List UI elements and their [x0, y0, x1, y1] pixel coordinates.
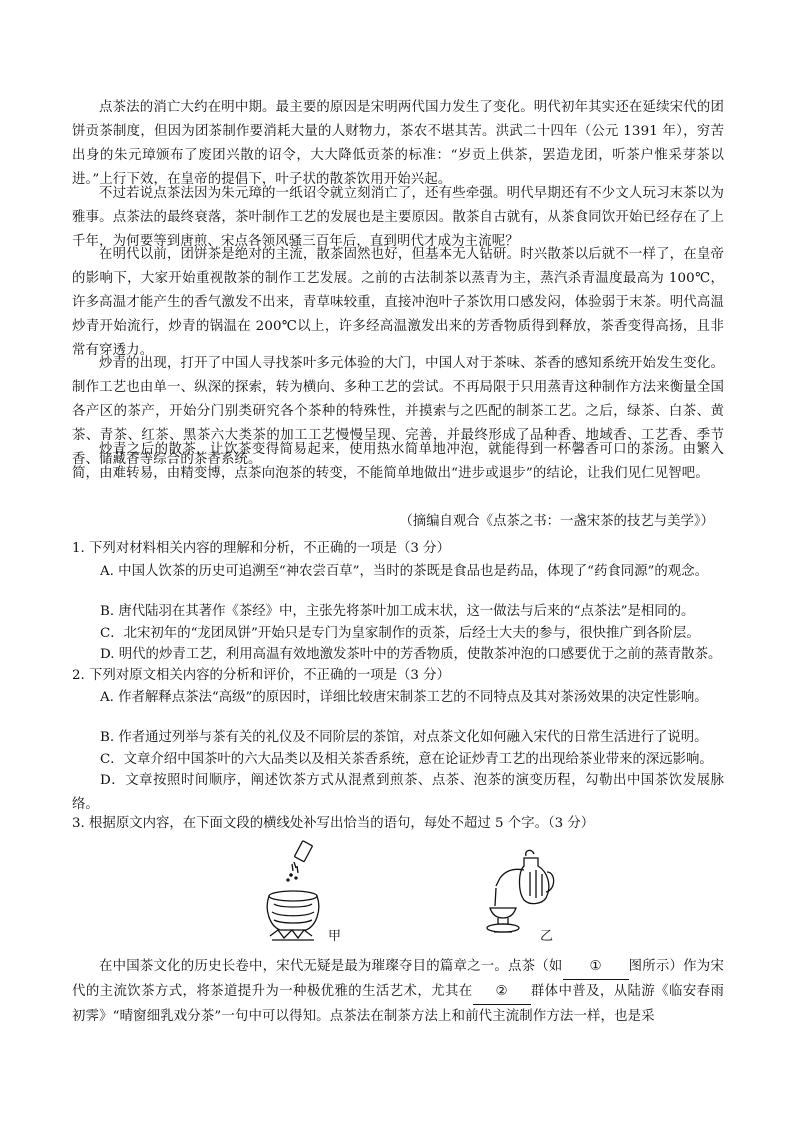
question-1-option-a: A. 中国人饮茶的历史可追溯至“神农尝百草”，当时的茶既是食品也是药品，体现了“药食同源”的观念。: [100, 564, 708, 579]
passage-paragraph-5: 炒青之后的散茶，让饮茶变得简易起来，使用热水简单地冲泡，就能得到一杯馨香可口的茶汤。由繁入简，由难转易，由精变博，点茶向泡茶的转变，不能简单地做出“进步或退步”的结论，让我们见仁见智吧。: [72, 442, 724, 481]
question-1-option-c: C．北宋初年的“龙团凤饼”开始只是专门为皇家制作的贡茶，后经士大夫的参与，很快推广到各阶层。: [100, 626, 700, 641]
question-3-text-3: 群体中普及，从陆游《临安春雨初霁》“晴窗细乳戏分茶”一句中可以得知。点茶法在制茶方法上和前代主流制作方法一样，也是采: [72, 984, 724, 1024]
passage-paragraph-2: 不过若说点茶法因为朱元璋的一纸诏令就立刻消亡了，还有些牵强。明代早期还有不少文人玩习末茶以为雅事。点茶法的最终衰落，茶叶制作工艺的发展也是主要原因。散茶自古就有，从茶食同饮开始已经存在了上千年，为何要等到唐煎、宋点各领风骚三百年后，直到明代才成为主流呢？: [72, 186, 724, 249]
question-3-text-1: 在中国茶文化的历史长卷中，宋代无疑是最为璀璨夺目的篇章之一。点茶（如: [99, 959, 563, 974]
passage-paragraph-1: 点茶法的消亡大约在明中期。最主要的原因是宋明两代国力发生了变化。明代初年其实还在延续宋代的团饼贡茶制度，但因为团茶制作要消耗大量的人财物力，茶农不堪其苦。洪武二十四年（公元 1391 年），穷苦出身的朱元璋颁布了废团兴散的诏令，大大降低贡茶的标准：“岁贡上供茶，罢造龙团，听茶户惟采芽茶以进。”上行下效，在皇帝的提倡下，叶子状的散茶饮用开始兴起。: [72, 100, 724, 187]
source-citation: （摘编自观合《点茶之书：一盏宋茶的技艺与美学》）: [399, 514, 714, 529]
question-2-stem: 2. 下列对原文相关内容的分析和评价，不正确的一项是（3 分）: [72, 668, 450, 683]
passage-paragraph-4: 炒青的出现，打开了中国人寻找茶叶多元体验的大门，中国人对于茶味、茶香的感知系统开始发生变化。制作工艺也由单一、纵深的探索，转为横向、多种工艺的尝试。不再局限于只用蒸青这种制作方法来衡量全国各产区的茶产，开始分门别类研究各个茶种的特殊性，并摸索与之匹配的制茶工艺。之后，绿茶、白茶、黄茶、青茶、红茶、黑茶六大类茶的加工工艺慢慢呈现、完善，并最终形成了品种香、地域香、工艺香、季节香、储藏香等综合的茶香系统。: [72, 356, 724, 467]
question-2-option-a: A. 作者解释点茶法“高级”的原因时，详细比较唐宋制茶工艺的不同特点及其对茶汤效果的决定性影响。: [100, 690, 708, 705]
figure-yi-illustration: [486, 842, 566, 942]
question-2-option-d: D．文章按照时间顺序，阐述饮茶方式从混煮到煎茶、点茶、泡茶的演变历程，勾勒出中国茶饮发展脉络。: [72, 773, 724, 812]
figure-jia-label: 甲: [328, 929, 342, 944]
question-2-option-c: C．文章介绍中国茶叶的六大品类以及相关茶香系统，意在论证炒青工艺的出现给茶业带来的深远影响。: [100, 752, 713, 767]
figure-yi-label: 乙: [540, 929, 554, 944]
answer-blank-1[interactable]: ①: [563, 955, 629, 980]
question-3-stem: 3. 根据原文内容，在下面文段的横线处补写出恰当的语句，每处不超过 5 个字。（3 分）: [72, 816, 595, 831]
question-3-passage: [72, 955, 724, 1029]
question-1-option-d: D. 明代的炒青工艺，利用高温有效地激发茶叶中的芳香物质，使散茶冲泡的口感要优于之前的蒸青散茶。: [100, 647, 722, 662]
question-1-option-b: B. 唐代陆羽在其著作《茶经》中，主张先将茶叶加工成末状，这一做法与后来的“点茶法”是相同的。: [100, 604, 695, 619]
question-1-stem: 1. 下列对材料相关内容的理解和分析，不正确的一项是（3 分）: [72, 541, 450, 556]
question-3-text-2: 图所示）作为宋代的主流饮茶方式，将茶道提升为一种极优雅的生活艺术，尤其在: [72, 959, 724, 999]
passage-paragraph-3: 在明代以前，团饼茶是绝对的主流，散茶固然也好，但基本无人钻研。时兴散茶以后就不一样了，在皇帝的影响下，大家开始重视散茶的制作工艺发展。之前的古法制茶以蒸青为主，蒸汽杀青温度最高为 100℃，许多高温才能产生的香气激发不出来，青草味较重，直接冲泡叶子茶饮用口感发闷，体验弱于末茶。明代高温炒青开始流行，炒青的锅温在 200℃以上，许多经高温激发出来的芳香物质得到释放，茶香变得高扬，且非常有穿透力。: [72, 247, 724, 358]
question-2-option-b: B. 作者通过列举与茶有关的礼仪及不同阶层的茶馆，对点茶文化如何融入宋代的日常生活进行了说明。: [100, 730, 708, 745]
answer-blank-2[interactable]: ②: [473, 980, 531, 1005]
